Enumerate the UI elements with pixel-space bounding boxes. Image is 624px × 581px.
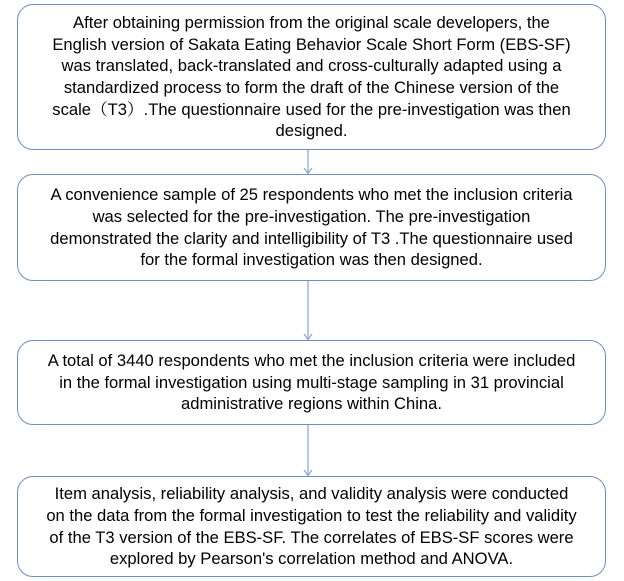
flow-step-4-box: [17, 476, 606, 577]
flow-step-2-box: [17, 174, 606, 281]
flow-step-2-text: A convenience sample of 25 respondents who met the inclusion criteria was selected for the pre-investigation. The pre-investigation demonstrated the clarity and intelligibility of T3 .The questionnaire used for the formal investigation was then designed.: [50, 185, 573, 270]
flow-step-1-text: After obtaining permission from the original scale developers, the English version of Sakata Eating Behavior Scale Short Form (EBS-SF) was translated, back-translated and cross-culturally adapted using a standardized process to form the draft of the Chinese version of the scale（T3）.The questionnaire used for the pre-investigation was then designed.: [52, 13, 571, 141]
arrow-1-to-2: [296, 150, 320, 174]
flow-step-4-text: Item analysis, reliability analysis, and validity analysis were conducted on the data from the formal investigation to test the reliability and validity of the T3 version of the EBS-SF. The correlates of EBS-SF scores were explored by Pearson's correlation method and ANOVA.: [46, 484, 577, 569]
arrow-3-to-4: [296, 425, 320, 476]
flow-step-1-box: [17, 4, 606, 150]
flow-step-3-text: A total of 3440 respondents who met the inclusion criteria were included in the formal investigation using multi-stage sampling in 31 provincial administrative regions within China.: [47, 351, 576, 414]
arrow-2-to-3: [296, 281, 320, 340]
flow-step-3-box: [17, 340, 606, 425]
